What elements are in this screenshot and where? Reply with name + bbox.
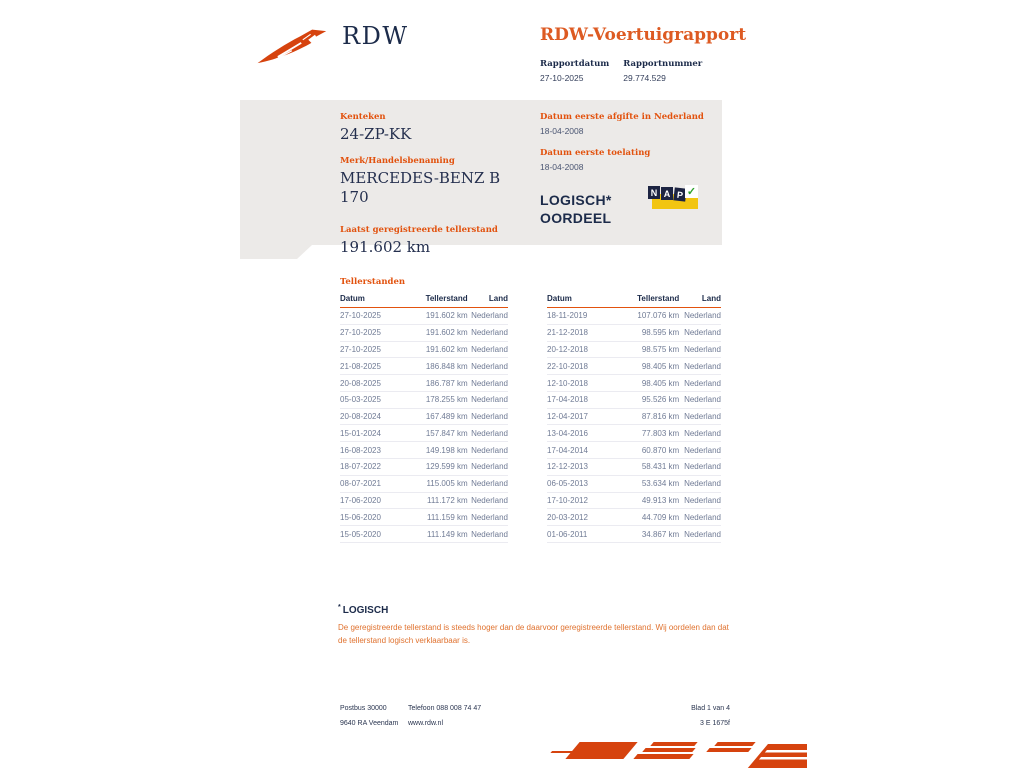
rdw-logo [256,20,408,72]
column-header-land: Land [468,292,508,308]
report-date-value: 27-10-2025 [540,73,584,83]
rdw-bird-icon [256,20,334,72]
table-row: 15-01-2024 157.847 km Nederland [340,425,508,442]
table-row: 27-10-2025 191.602 km Nederland [340,341,508,358]
table-row: 15-05-2020 111.149 km Nederland [340,526,508,543]
table-row: 12-12-2013 58.431 km Nederland [547,459,721,476]
table-row: 05-03-2025 178.255 km Nederland [340,391,508,408]
table-row: 17-10-2012 49.913 km Nederland [547,492,721,509]
table-row: 12-10-2018 98.405 km Nederland [547,375,721,392]
page-footer [340,702,730,731]
table-row: 06-05-2013 53.634 km Nederland [547,475,721,492]
table-row: 15-06-2020 111.159 km Nederland [340,509,508,526]
table-row: 13-04-2016 77.803 km Nederland [547,425,721,442]
footnote-title [338,604,732,616]
rdw-wing-stripes-decoration [545,738,807,768]
footer-phone: Telefoon 088 008 74 47 [408,705,482,712]
summary-box-tab [240,245,312,259]
summary-left-column [340,112,525,257]
table-row: 18-11-2019 107.076 km Nederland [547,308,721,325]
table-row: 27-10-2025 191.602 km Nederland [340,324,508,341]
merk-label: Merk/Handelsbenaming [340,155,455,166]
footer-form-code: 3 E 1675f [700,719,730,727]
table-row: 20-08-2024 167.489 km Nederland [340,408,508,425]
table-row: 01-06-2011 34.867 km Nederland [547,526,721,543]
footnote-asterisk: * [338,604,341,611]
nap-logo [648,185,700,213]
nap-letter-p: P [673,187,686,201]
report-date-label: Rapportdatum [540,59,610,69]
table-row: 20-12-2018 98.575 km Nederland [547,341,721,358]
table-row: 20-03-2012 44.709 km Nederland [547,509,721,526]
tellerstanden-title: Tellerstanden [340,277,406,287]
column-header-datum: Datum [547,292,613,308]
report-title-block [540,25,800,83]
nap-checkmark-icon: ✓ [686,186,697,198]
table-row: 17-06-2020 111.172 km Nederland [340,492,508,509]
tellerstand-label: Laatst geregistreerde tellerstand [340,225,498,236]
page-title: RDW-Voertuigrapport [540,25,747,45]
logisch-footnote [338,604,732,647]
afgifte-label: Datum eerste afgifte in Nederland [540,112,704,122]
footnote-title-text: LOGISCH [342,605,389,616]
oordeel-line2: OORDEEL [540,210,612,227]
tellerstanden-table-left [340,292,508,543]
afgifte-value: 18-04-2008 [540,126,584,136]
tellerstand-value: 191.602 km [340,238,431,257]
table-row: 27-10-2025 191.602 km Nederland [340,308,508,325]
footer-address-line1: Postbus 30000 [340,705,387,712]
table-row: 17-04-2014 60.870 km Nederland [547,442,721,459]
table-row: 20-08-2025 186.787 km Nederland [340,375,508,392]
table-row: 21-12-2018 98.595 km Nederland [547,324,721,341]
table-row: 18-07-2022 129.599 km Nederland [340,459,508,476]
table-row: 22-10-2018 98.405 km Nederland [547,358,721,375]
report-number-label: Rapportnummer [623,59,703,69]
kenteken-label: Kenteken [340,112,386,122]
column-header-datum: Datum [340,292,404,308]
table-row: 12-04-2017 87.816 km Nederland [547,408,721,425]
table-row: 16-08-2023 149.198 km Nederland [340,442,508,459]
toelating-label: Datum eerste toelating [540,148,651,158]
column-header-tellerstand: Tellerstand [404,292,468,308]
rdw-logo-text: RDW [342,22,409,50]
footer-website[interactable]: www.rdw.nl [408,719,444,727]
merk-value: MERCEDES-BENZ B 170 [340,168,501,206]
oordeel-line1: LOGISCH* [540,192,612,208]
nap-letter-n: N [648,186,660,199]
toelating-value: 18-04-2008 [540,162,584,172]
nap-letter-a: A [661,187,673,200]
tellerstanden-section [340,277,721,543]
table-row: 08-07-2021 115.005 km Nederland [340,475,508,492]
column-header-land: Land [679,292,721,308]
footnote-text: De geregistreerde tellerstand is steeds hoger dan de daarvoor geregistreerde tellerstand. Wij oordelen dan dat de tellerstand logisch verklaarbaar is. [338,623,729,646]
footer-address-line2: 9640 RA Veendam [340,719,399,727]
report-number-value: 29.774.529 [623,73,666,83]
table-row: 17-04-2018 95.526 km Nederland [547,391,721,408]
table-row: 21-08-2025 186.848 km Nederland [340,358,508,375]
footer-page-indicator: Blad 1 van 4 [691,705,730,712]
kenteken-value: 24-ZP-KK [340,125,412,143]
column-header-tellerstand: Tellerstand [613,292,679,308]
tellerstanden-table-right [547,292,721,543]
